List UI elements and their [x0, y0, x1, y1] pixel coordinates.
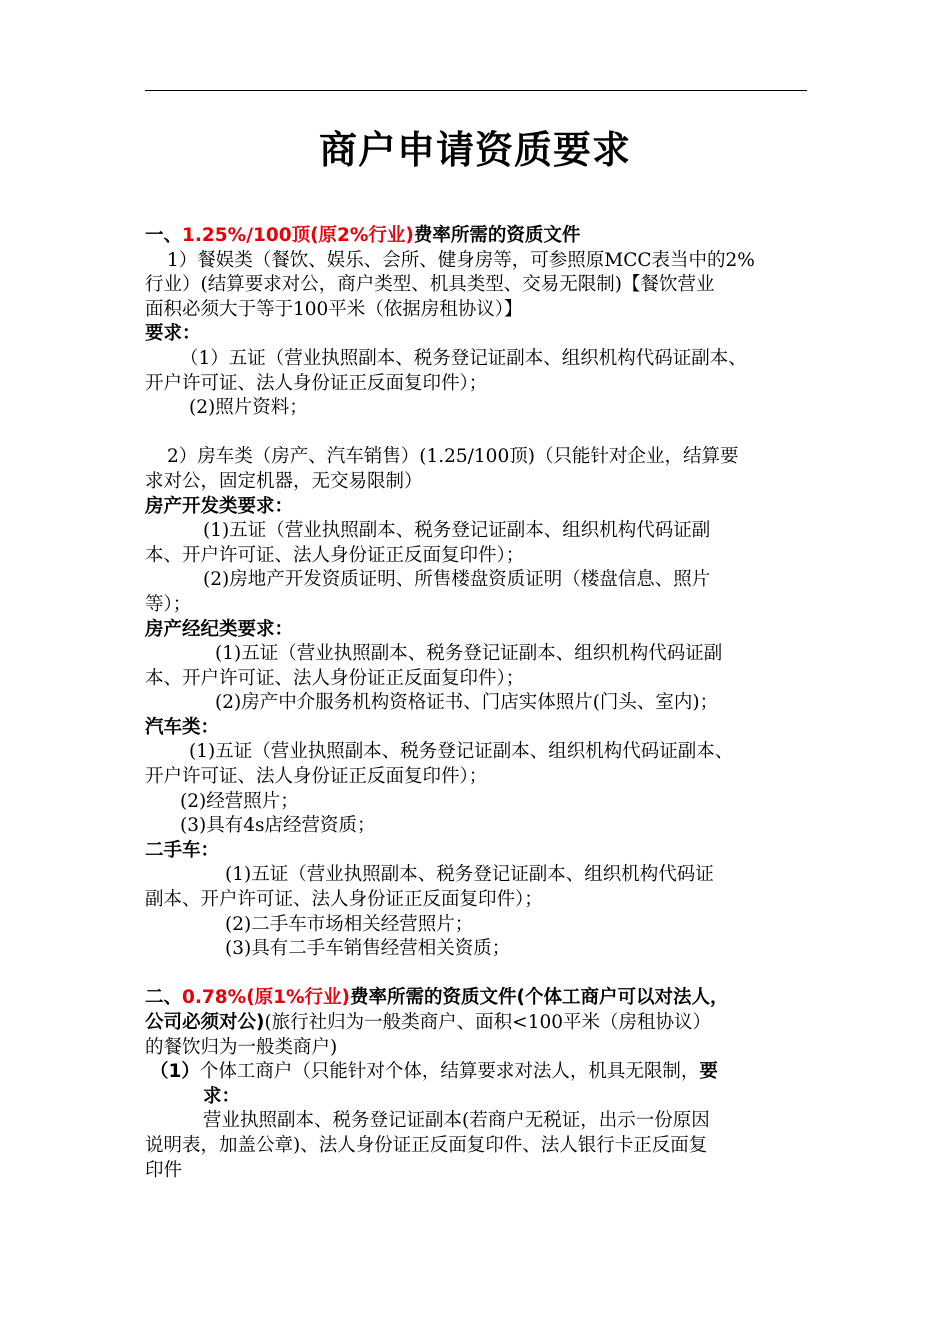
used-car-1-line-1: (1)五证（营业执照副本、税务登记证副本、组织机构代码证	[225, 864, 714, 886]
s1-p2-line-2: 求对公，固定机器，无交易限制）	[145, 470, 423, 492]
house-dev-label: 房产开发类要求：	[145, 495, 294, 517]
section-2-rate: 0.78%(原1%行业)	[182, 987, 351, 1009]
house-agent-2: (2)房产中介服务机构资格证书、门店实体照片(门头、室内)；	[215, 692, 719, 714]
header-rule	[145, 90, 807, 91]
s2-item-1-req-cont: 求：	[203, 1085, 241, 1107]
page-title: 商户申请资质要求	[318, 128, 631, 172]
s2-item-1-number: （1）	[150, 1061, 200, 1083]
s2-detail-line-1: 营业执照副本、税务登记证副本(若商户无税证，出示一份原因	[203, 1110, 710, 1132]
s1-p1-line-3: 面积必须大于等于100平米（依据房租协议）】	[145, 298, 523, 320]
s2-item-1-req: 要	[699, 1061, 718, 1083]
s2-detail-line-3: 印件	[145, 1159, 183, 1181]
car-label: 汽车类：	[145, 716, 220, 738]
spacer	[145, 962, 810, 987]
used-car-1-line-2: 副本、开户许可证、法人身份证正反面复印件）；	[145, 889, 543, 911]
house-agent-label: 房产经纪类要求：	[145, 618, 294, 640]
section-1-heading	[145, 224, 810, 249]
car-1-line-2: 开户许可证、法人身份证正反面复印件）；	[145, 766, 488, 788]
s2-detail-line-2: 说明表，加盖公章)、法人身份证正反面复印件、法人银行卡正反面复	[145, 1134, 708, 1156]
s1-req-2: (2)照片资料；	[189, 397, 308, 419]
house-agent-1-line-2: 本、开户许可证、法人身份证正反面复印件）；	[145, 667, 525, 689]
car-1-line-1: (1)五证（营业执照副本、税务登记证副本、组织机构代码证副本、	[189, 741, 734, 763]
section-2-title: 费率所需的资质文件(个体工商户可以对法人，	[350, 987, 729, 1009]
s1-p1-line-1: 1）餐娱类（餐饮、娱乐、会所、健身房等，可参照原MCC表当中的2%	[167, 249, 755, 271]
section-2-corporate-note: 公司必须对公)	[145, 1012, 265, 1033]
house-dev-2-line-1: (2)房地产开发资质证明、所售楼盘资质证明（楼盘信息、照片	[203, 569, 711, 591]
s1-req-1-line-1: （1）五证（营业执照副本、税务登记证副本、组织机构代码证副本、	[180, 347, 747, 369]
house-dev-1-line-1: (1)五证（营业执照副本、税务登记证副本、组织机构代码证副	[203, 520, 711, 542]
section-2-line-3: 的餐饮归为一般类商户)	[145, 1036, 338, 1058]
used-car-3: (3)具有二手车销售经营相关资质；	[225, 938, 511, 960]
used-car-label: 二手车：	[145, 839, 220, 861]
section-2-prefix: 二、	[145, 987, 183, 1009]
section-2-line-2	[145, 1011, 810, 1036]
house-dev-1-line-2: 本、开户许可证、法人身份证正反面复印件）；	[145, 544, 525, 566]
s2-item-1	[145, 1060, 810, 1085]
section-1-rate: 1.25%/100顶(原2%行业)	[182, 225, 414, 246]
s1-p1-line-2: 行业）(结算要求对公，商户类型、机具类型、交易无限制)【餐饮营业	[145, 274, 715, 296]
s1-requirements-label: 要求：	[145, 323, 201, 345]
section-2-heading	[145, 986, 810, 1011]
house-dev-2-line-2: 等）；	[145, 593, 192, 615]
s1-req-1-line-2: 开户许可证、法人身份证正反面复印件）；	[145, 372, 488, 394]
car-2: (2)经营照片；	[180, 790, 299, 812]
s2-item-1-text: 个体工商户（只能针对个体，结算要求对法人，机具无限制，	[199, 1061, 700, 1083]
section-2-note: (旅行社归为一般类商户、面积<100平米（房租协议）	[264, 1012, 711, 1033]
s1-p2-line-1: 2）房车类（房产、汽车销售）(1.25/100顶)（只能针对企业，结算要	[167, 446, 739, 468]
document-body	[145, 224, 810, 1183]
used-car-2: (2)二手车市场相关经营照片；	[225, 913, 474, 935]
car-3: (3)具有4s店经营资质；	[180, 815, 376, 837]
section-1-prefix: 一、	[145, 225, 183, 246]
section-1-title: 费率所需的资质文件	[413, 225, 581, 246]
spacer	[145, 421, 810, 446]
house-agent-1-line-1: (1)五证（营业执照副本、税务登记证副本、组织机构代码证副	[215, 643, 723, 665]
